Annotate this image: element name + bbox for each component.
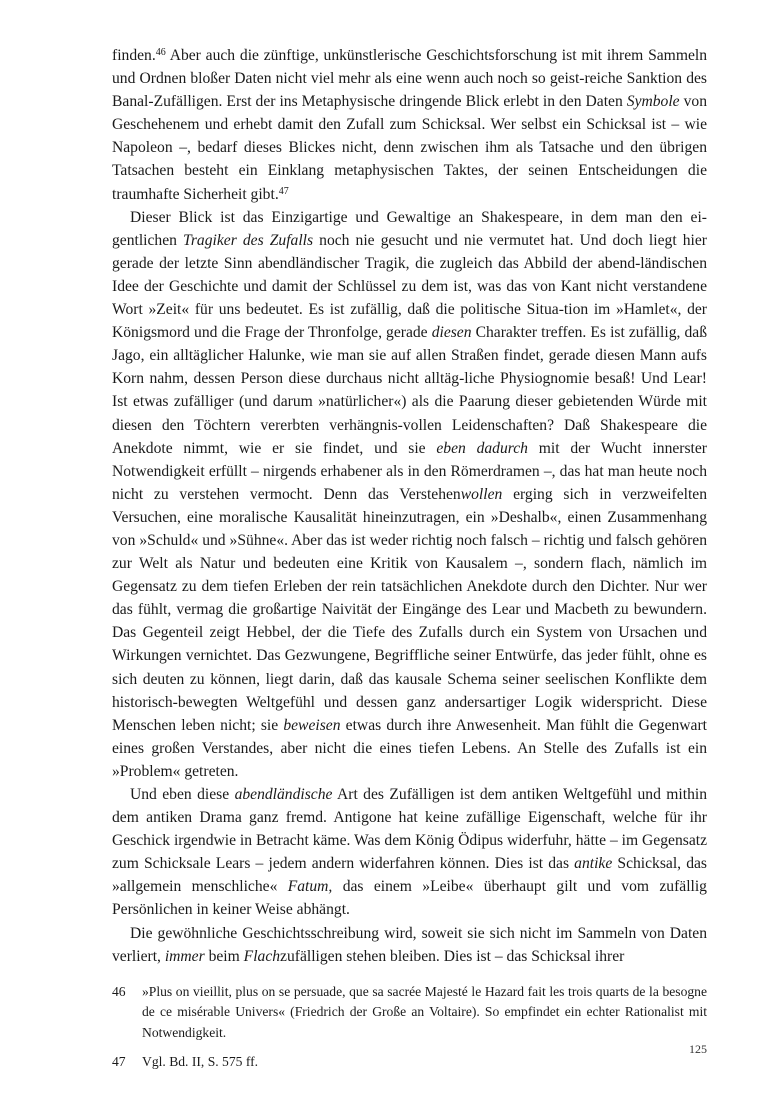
footnote-text: »Plus on vieillit, plus on se persuade, que sa sacrée Majesté le Hazard fait les trois quarts de la besogne de ce misérable Univers« (Friedrich der Große an Voltaire). So empfindet ein echter Rationalist mit Notwendigkeit. [142,983,707,1040]
text-run: finden. [112,47,156,64]
italic-run: wollen [460,485,503,503]
paragraph-2 [112,206,707,783]
text-run: etwas durch ihre Anwesenheit. Man fühlt die Gegenwart eines großen Verstandes, aber nicht die eines tiefen Lebens. An Stelle des Zufalls ist ein »Problem« getreten. [112,716,707,780]
italic-run: immer [164,947,205,965]
text-run: Dieser Blick ist das Einzigartige und Gewaltige an Shakespeare, in dem man den ei-gentlichen [112,208,707,249]
text-run: Schicksal, das »allgemein menschliche« [112,855,707,896]
main-text [112,44,707,968]
text-run: Art des Zufälligen ist dem antiken Weltgefühl und mithin dem antiken Drama ganz fremd. Antigone hat keine zufällige Eigenschaft, welche für ihr Geschick irgendwie in Betracht käme. Was dem König Ödipus widerfuhr, hätte – im Gegensatz zum Schicksale Lears – jedem andern widerfahren können. Dies ist das [112,786,707,873]
italic-run: abendländische [234,786,333,803]
footnote-47 [112,1052,707,1073]
footnote-ref: 46 [155,47,166,58]
page-content [112,44,707,1080]
italic-run: Fatum, [287,878,333,896]
text-run: das einem »Leibe« überhaupt gilt und vom zufällig Persönlichen in keiner Weise abhängt. [112,878,707,919]
italic-run: antike [574,855,613,873]
italic-run: Tragiker des Zufalls [183,231,314,249]
text-run: Aber auch die zünftige, unkünstlerische Geschichtsforschung ist mit ihrem Sammeln und Ordnen bloßer Daten nicht viel mehr als eine wenn auch noch so geist-reiche Sanktion des Banal-Zufälligen. Erst der ins Metaphysische dringende Blick erlebt in den Daten [112,47,707,111]
text-run: zufälligen stehen bleiben. Dies ist – das Schicksal ihrer [280,947,625,965]
text-run: Die gewöhnliche Geschichtsschreibung wird, soweit sie sich nicht im Sammeln von Daten verliert, [112,924,707,965]
paragraph-4 [112,922,707,968]
paragraph-3 [112,783,707,922]
footnotes [112,982,707,1072]
page-number: 125 [689,1042,707,1056]
italic-run: Symbole [626,93,680,111]
footnote-number: 47 [112,1053,126,1069]
footnote-46 [112,982,707,1044]
text-run: beim [204,947,244,965]
footnote-ref: 47 [278,185,289,197]
italic-run: Flach [243,947,281,965]
text-run: erging sich in verzweifelten Versuchen, eine moralische Kausalität hineinzutragen, ein »Deshalb«, einen Zusammenhang von »Schuld« und »Sühne«. Aber das ist weder richtig noch falsch – richtig und falsch gehören zur Welt als Natur und bedeuten eine Kritik von Kausalem –, sondern flach, nämlich im Gegensatz zu dem tiefen Erleben der rein tatsächlichen Anekdote durch den Dichter. Nur wer das fühlt, vermag die großartige Naivität der Eingänge des Lear und Macbeth zu bewundern. Das Gegenteil zeigt Hebbel, der die Tiefe des Zufalls durch ein System von Ursachen und Wirkungen vernichtet. Das Gezwungene, Begriffliche seiner Entwürfe, das jeder fühlt, ohne es sich deuten zu können, liegt darin, daß das kausale Schema seiner seelischen Konflikte dem historisch-bewegten Weltgefühl und dessen ganz andersartiger Logik widerspricht. Diese Menschen leben nicht; sie [112,485,707,734]
italic-run: diesen [431,324,472,342]
text-run: Und eben diese [130,786,235,803]
footnote-text: Vgl. Bd. II, S. 575 ff. [142,1053,259,1069]
text-run: mit der Wucht innerster Notwendigkeit erfüllt – nirgends erhabener als in den Römerdramen –, das hat man heute noch nicht zu verstehen vermocht. Denn das Verstehen [112,439,707,503]
text-run: Charakter treffen. Es ist zufällig, daß Jago, ein alltäglicher Halunke, wie man sie auf allen Straßen findet, gerade diesen Mann aufs Korn nahm, dessen Person diese durchaus nicht alltäg-liche Physiognomie besaß! Und Lear! Ist etwas zufälliger (und darum »natürlicher«) als die Paarung dieser gebietenden Würde mit diesen den Töchtern vererbten verhängnis-vollen Leidenschaften? Daß Shakespeare die Anekdote nimmt, wie er sie findet, und sie [112,324,707,457]
italic-run: eben dadurch [436,439,528,457]
text-run: noch nie gesucht und nie vermutet hat. Und doch liegt hier gerade der letzte Sinn abendländischer Tragik, die zugleich das Abbild der abend-ländischen Idee der Geschichte und damit der Schlüssel zu dem ist, was das von Kant nicht verstandene Wort »Zeit« für uns bedeutet. Es ist zufällig, daß die politische Situa-tion im »Hamlet«, der Königsmord und die Frage der Thronfolge, gerade [112,231,707,342]
footnote-number: 46 [112,983,126,999]
paragraph-1 [112,44,707,206]
italic-run: beweisen [283,716,341,734]
text-run: von Geschehenem und erhebt damit den Zufall zum Schicksal. Wer selbst ein Schicksal ist – wie Napoleon –, bedarf dieses Blickes nicht, denn zwischen ihm als Tatsache und den übrigen Tatsachen besteht ein Einklang metaphysischen Taktes, der seinen Entscheidungen die traumhafte Sicherheit gibt. [112,93,707,203]
